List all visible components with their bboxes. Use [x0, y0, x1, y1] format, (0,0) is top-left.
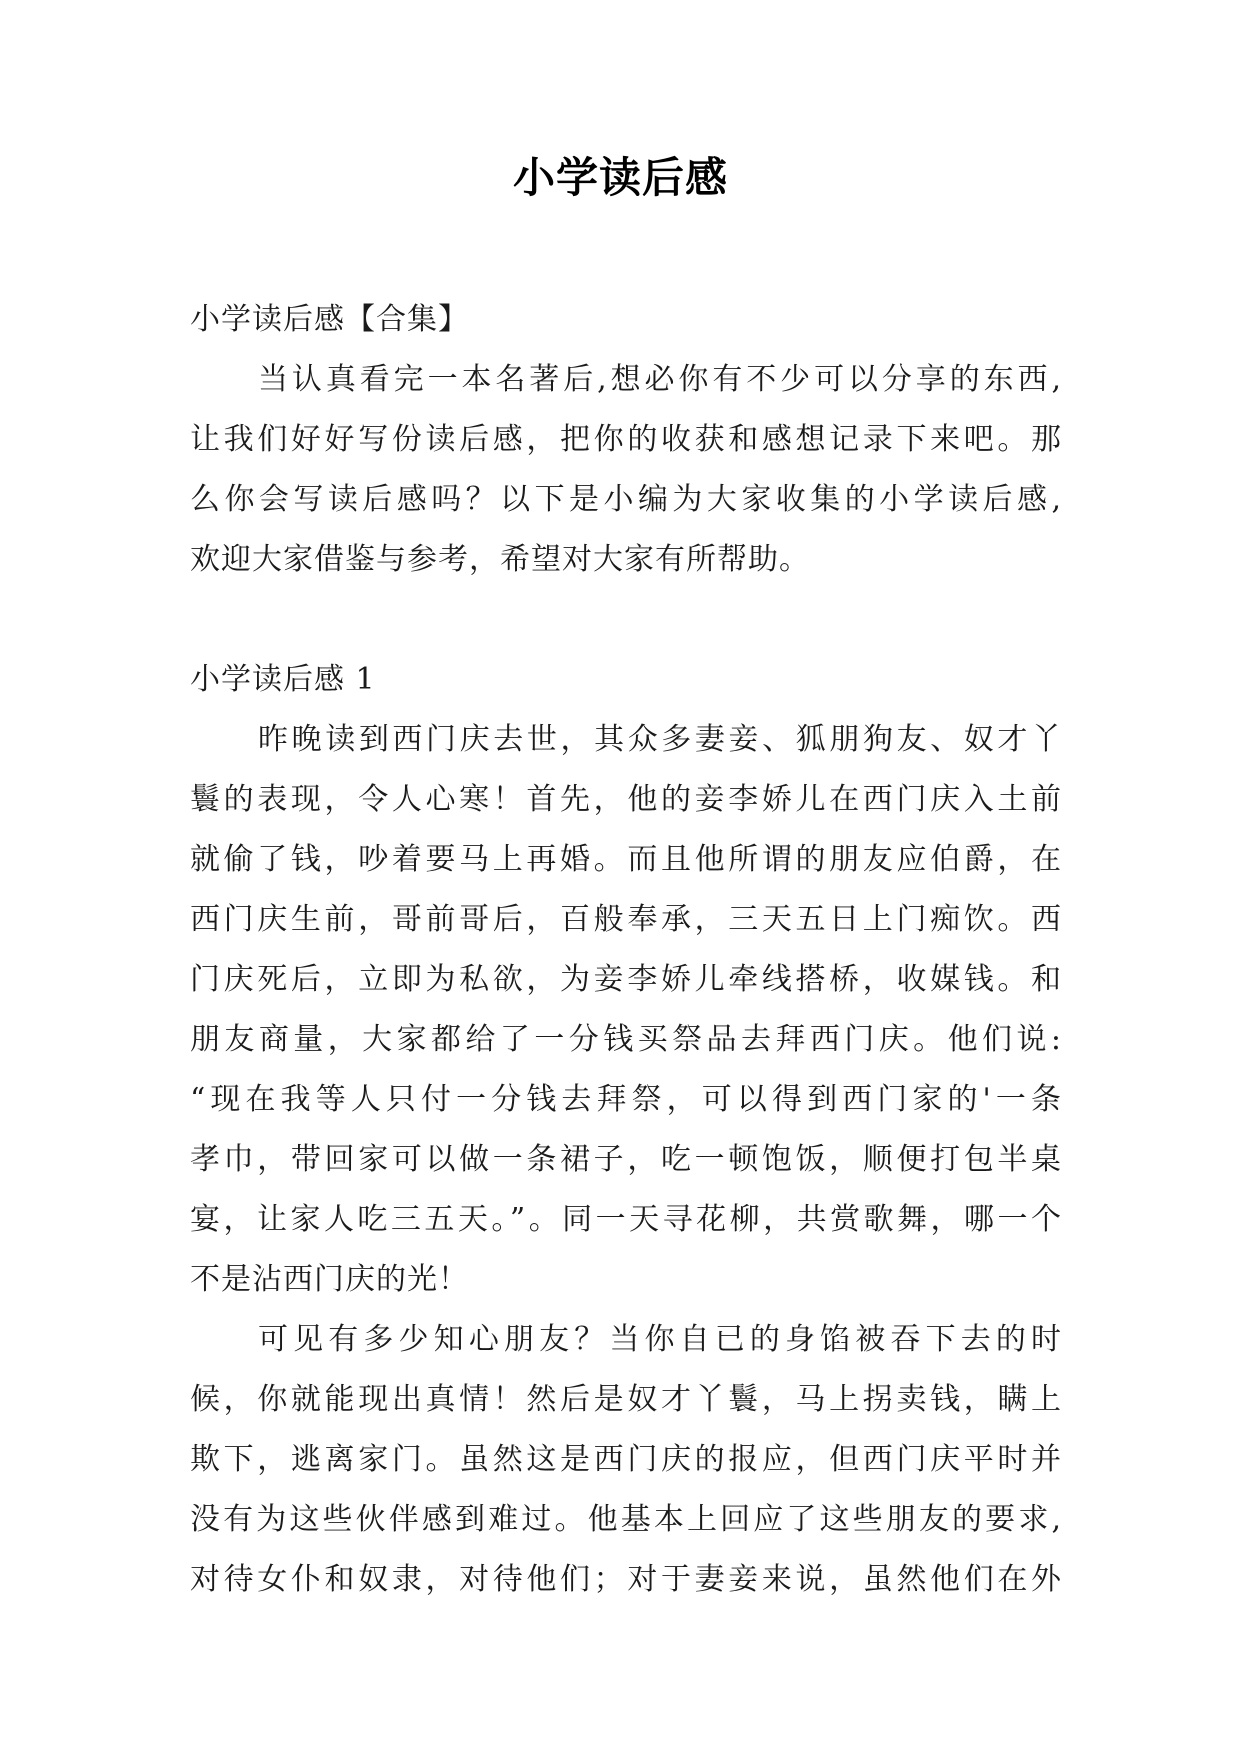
- paragraph-line: 不是沾西门庆的光！: [190, 1262, 469, 1297]
- paragraph-line: 宴，让家人吃三五天。”。同一天寻花柳，共赏歌舞，哪一个: [190, 1202, 1062, 1237]
- paragraph-line: 候，你就能现出真情！然后是奴才丫鬟，马上拐卖钱，瞒上: [190, 1382, 1062, 1417]
- intro-line: 欢迎大家借鉴与参考，希望对大家有所帮助。: [190, 542, 810, 577]
- intro-line: 让我们好好写份读后感，把你的收获和感想记录下来吧。那: [190, 422, 1062, 457]
- intro-heading: 小学读后感【合集】: [190, 302, 469, 337]
- document-body: [190, 290, 1062, 1610]
- paragraph-line: 孝巾，带回家可以做一条裙子，吃一顿饱饭，顺便打包半桌: [190, 1142, 1062, 1177]
- paragraph-line: 西门庆生前，哥前哥后，百般奉承，三天五日上门痴饮。西: [190, 902, 1062, 937]
- paragraph-line: 可见有多少知心朋友？当你自已的身馅被吞下去的时: [258, 1322, 1062, 1357]
- section-spacer: [190, 590, 1062, 650]
- intro-line: 么你会写读后感吗？以下是小编为大家收集的小学读后感,: [190, 482, 1062, 517]
- paragraph-line: 欺下，逃离家门。虽然这是西门庆的报应，但西门庆平时并: [190, 1442, 1062, 1477]
- paragraph-line: 没有为这些伙伴感到难过。他基本上回应了这些朋友的要求,: [190, 1502, 1062, 1537]
- paragraph-line: 就偷了钱，吵着要马上再婚。而且他所谓的朋友应伯爵，在: [190, 842, 1062, 877]
- paragraph-line: “现在我等人只付一分钱去拜祭，可以得到西门家的'一条: [190, 1082, 1062, 1117]
- document-title: 小学读后感: [512, 153, 728, 202]
- paragraph-line: 对待女仆和奴隶，对待他们；对于妻妾来说，虽然他们在外: [190, 1562, 1062, 1597]
- paragraph-line: 朋友商量，大家都给了一分钱买祭品去拜西门庆。他们说:: [190, 1022, 1062, 1057]
- intro-line: 当认真看完一本名著后,想必你有不少可以分享的东西,: [258, 362, 1062, 397]
- paragraph-line: 鬟的表现，令人心寒！首先，他的妾李娇儿在西门庆入土前: [190, 782, 1062, 817]
- paragraph-line: 门庆死后，立即为私欲，为妾李娇儿牵线搭桥，收媒钱。和: [190, 962, 1062, 997]
- paragraph-line: 昨晚读到西门庆去世，其众多妻妾、狐朋狗友、奴才丫: [258, 722, 1062, 757]
- section-1-heading: 小学读后感 1: [190, 662, 376, 697]
